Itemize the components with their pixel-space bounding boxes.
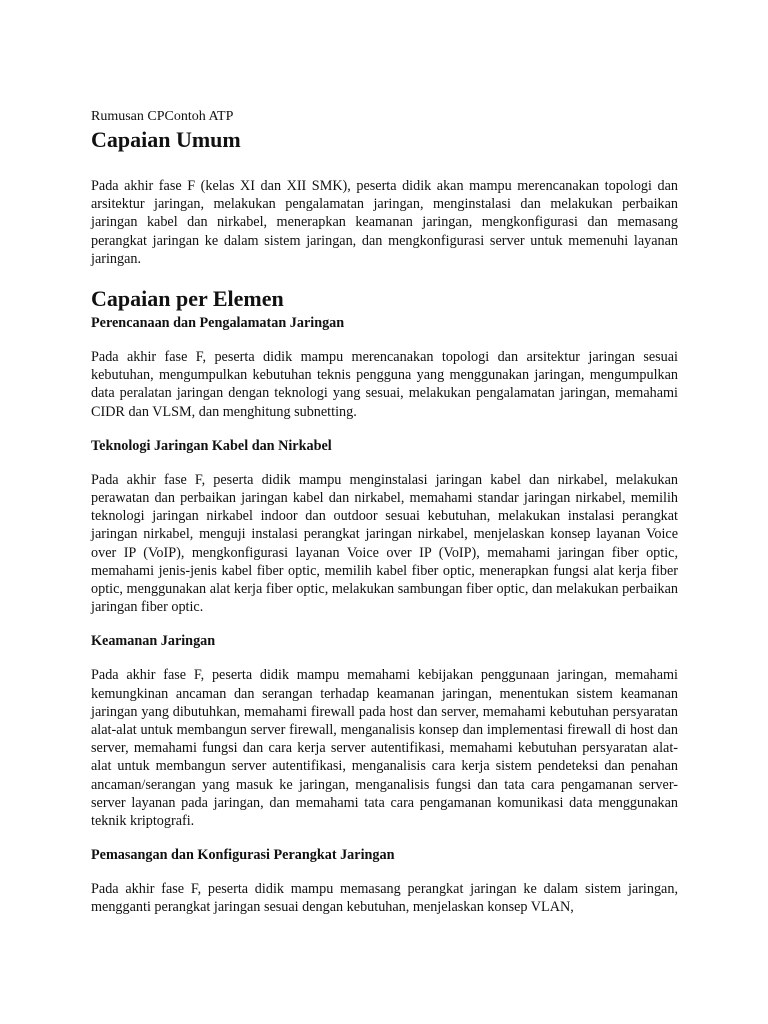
section-heading-keamanan: Keamanan Jaringan	[91, 633, 216, 650]
capaian-per-elemen-title: Capaian per Elemen	[91, 286, 284, 312]
section-paragraph-pemasangan: Pada akhir fase F, peserta didik mampu memasang perangkat jaringan ke dalam sistem jaringan, mengganti perangkat jaringan sesuai dengan kebutuhan, menjelaskan konsep VLAN,	[91, 881, 678, 916]
section-heading-pemasangan: Pemasangan dan Konfigurasi Perangkat Jaringan	[91, 847, 395, 864]
section-paragraph-perencanaan: Pada akhir fase F, peserta didik mampu merencanakan topologi dan arsitektur jaringan sesuai kebutuhan, mengumpulkan kebutuhan teknis pengguna yang menggunakan jaringan, mengumpulkan data peralatan jaringan dengan teknologi yang sesuai, melakukan pengalamatan jaringan, memahami CIDR dan VLSM, dan menghitung subnetting.	[91, 349, 678, 420]
document-header-line: Rumusan CPContoh ATP	[91, 109, 234, 124]
document-page	[91, 108, 678, 917]
capaian-umum-paragraph: Pada akhir fase F (kelas XI dan XII SMK), peserta didik akan mampu merencanakan topologi dan arsitektur jaringan, melakukan pengalamatan jaringan, menginstalasi dan melakukan perbaikan jaringan kabel dan nirkabel, menerapkan keamanan jaringan, mengkonfigurasi dan memasang perangkat jaringan ke dalam sistem jaringan, dan mengkonfigurasi server untuk memenuhi layanan jaringan.	[91, 178, 678, 267]
section-paragraph-keamanan: Pada akhir fase F, peserta didik mampu memahami kebijakan penggunaan jaringan, memahami kemungkinan ancaman dan serangan terhadap keamanan jaringan, menentukan sistem keamanan jaringan yang dibutuhkan, memahami firewall pada host dan server, memahami kebutuhan persyaratan alat-alat untuk membangun server firewall, menganalisis konsep dan implementasi firewall di host dan server, memahami fungsi dan cara kerja server autentifikasi, memahami kebutuhan persyaratan alat-alat untuk membangun server autentifikasi, menganalisis cara kerja sistem pendeteksi dan penahan ancaman/serangan yang masuk ke jaringan, menganalisis fungsi dan tata cara pengamanan server-server layanan pada jaringan, dan memahami tata cara pengamanan komunikasi data menggunakan teknik kriptografi.	[91, 667, 678, 830]
capaian-umum-title: Capaian Umum	[91, 127, 241, 152]
section-heading-teknologi: Teknologi Jaringan Kabel dan Nirkabel	[91, 437, 332, 454]
section-paragraph-teknologi: Pada akhir fase F, peserta didik mampu menginstalasi jaringan kabel dan nirkabel, melakukan perawatan dan perbaikan jaringan kabel dan nirkabel, memahami standar jaringan nirkabel, memilih teknologi jaringan nirkabel indoor dan outdoor sesuai kebutuhan, melakukan instalasi perangkat jaringan nirkabel, menguji instalasi perangkat jaringan nirkabel, menjelaskan konsep layanan Voice over IP (VoIP), mengkonfigurasi layanan Voice over IP (VoIP), memahami jaringan fiber optic, memahami jenis-jenis kabel fiber optic, memilih kabel fiber optic, menerapkan fungsi alat kerja fiber optic, menggunakan alat kerja fiber optic, melakukan sambungan fiber optic, dan melakukan perbaikan jaringan fiber optic.	[91, 471, 678, 616]
section-heading-perencanaan: Perencanaan dan Pengalamatan Jaringan	[91, 315, 345, 332]
